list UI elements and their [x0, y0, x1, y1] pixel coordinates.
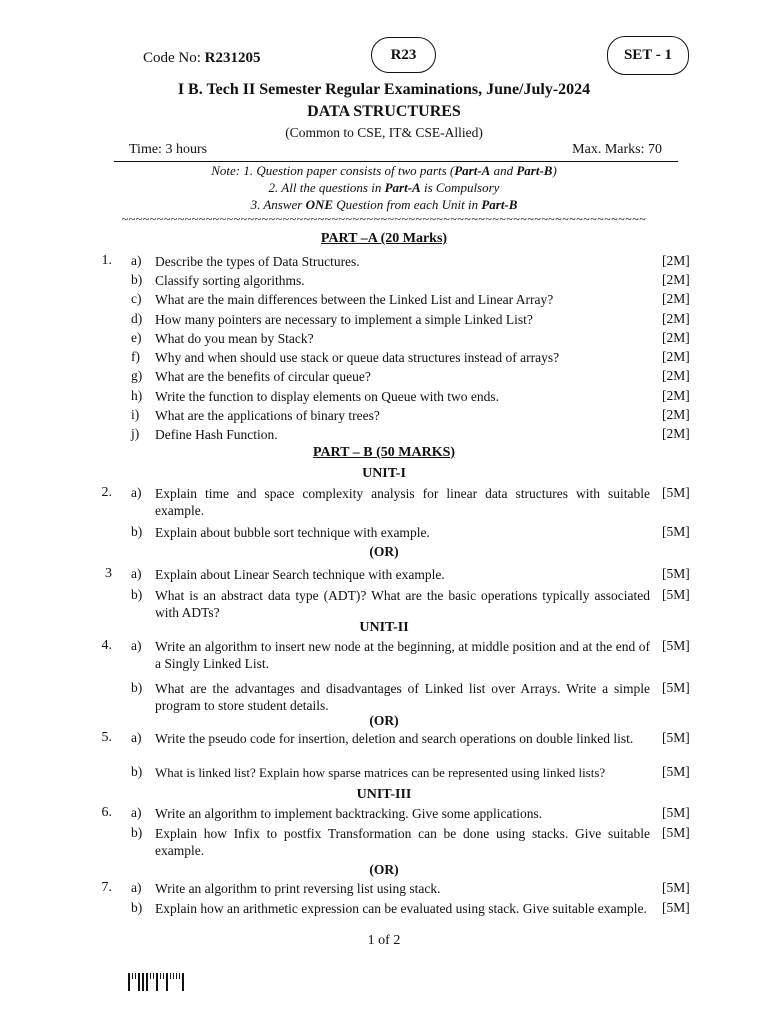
question-text: What do you mean by Stack? [155, 331, 314, 346]
question-marks: [5M] [662, 805, 690, 820]
question-number: 7. [101, 880, 112, 895]
or-separator: (OR) [369, 713, 399, 728]
note-line-3 [0, 197, 768, 213]
question-part-label: a) [131, 638, 142, 653]
max-marks: Max. Marks: 70 [572, 142, 662, 157]
question-part-label: b) [131, 272, 143, 287]
unit-3-heading: UNIT-III [356, 787, 412, 802]
time-allowed: Time: 3 hours [129, 142, 208, 157]
question-text: Explain how Infix to postfix Transformation can be done using stacks. Give suitable example. [155, 826, 650, 858]
question-marks: [2M] [662, 368, 690, 383]
exam-title: I B. Tech II Semester Regular Examinations, June/July-2024 [177, 81, 591, 98]
question-part-label: b) [131, 900, 143, 915]
or-separator: (OR) [369, 544, 399, 559]
code-value: R231205 [204, 50, 261, 66]
question-text: What are the applications of binary trees? [155, 408, 380, 423]
header-divider [114, 161, 678, 162]
question-text: Why and when should use stack or queue data structures instead of arrays? [155, 350, 560, 365]
question-marks: [5M] [662, 730, 690, 745]
barcode-image [128, 973, 184, 991]
note-emphasis: ONE [305, 197, 334, 212]
note-line-1 [0, 163, 768, 179]
question-part-label: a) [131, 805, 142, 820]
question-text: Explain time and space complexity analysis for linear data structures with suitable example. [155, 486, 650, 518]
note-text: ) [552, 163, 557, 178]
question-text: How many pointers are necessary to implement a simple Linked List? [155, 312, 533, 327]
part-b-heading: PART – B (50 MARKS) [312, 445, 456, 460]
question-part-label: e) [131, 330, 142, 345]
question-text: What are the benefits of circular queue? [155, 369, 371, 384]
question-text: Write an algorithm to implement backtracking. Give some applications. [155, 806, 543, 821]
part-a-heading: PART –A (20 Marks) [320, 231, 448, 246]
question-marks: [2M] [662, 253, 690, 268]
question-marks: [5M] [662, 880, 690, 895]
question-marks: [5M] [662, 900, 690, 915]
note-emphasis: Part-A [454, 163, 491, 178]
question-text: Define Hash Function. [155, 427, 278, 442]
question-marks: [2M] [662, 388, 690, 403]
question-text: Write the pseudo code for insertion, deletion and search operations on double linked list. [155, 731, 634, 746]
question-part-label: g) [131, 368, 143, 383]
question-marks: [5M] [662, 680, 690, 695]
note-text: is Compulsory [420, 180, 500, 195]
question-marks: [5M] [662, 485, 690, 500]
question-part-label: b) [131, 825, 143, 840]
subject-title: DATA STRUCTURES [307, 103, 461, 120]
tilde-divider: ~~~~~~~~~~~~~~~~~~~~~~~~~~~~~~~~~~~~~~~~~~~~~~~~~~~~~~~~~~~~~~~~~~~~~~~~~~~ [121, 212, 647, 226]
question-part-label: a) [131, 730, 142, 745]
note-text: 2. All the questions in [268, 180, 385, 195]
question-number: 3 [105, 566, 112, 581]
question-part-label: b) [131, 764, 143, 779]
question-number: 6. [101, 805, 112, 820]
question-marks: [2M] [662, 349, 690, 364]
question-text: What is linked list? Explain how sparse matrices can be represented using linked lists? [155, 765, 606, 780]
question-number: 2. [101, 485, 112, 500]
unit-1-heading: UNIT-I [362, 466, 406, 481]
note-text: and [490, 163, 517, 178]
question-marks: [5M] [662, 587, 690, 602]
question-marks: [2M] [662, 426, 690, 441]
question-part-label: b) [131, 587, 143, 602]
question-text: Write an algorithm to insert new node at the beginning, at middle position and at the end of a Singly Linked List. [155, 639, 650, 671]
question-marks: [5M] [662, 825, 690, 840]
question-marks: [2M] [662, 407, 690, 422]
question-marks: [5M] [662, 764, 690, 779]
question-text: Explain how an arithmetic expression can be evaluated using stack. Give suitable example. [155, 901, 647, 916]
question-part-label: j) [131, 426, 140, 441]
question-part-label: b) [131, 524, 143, 539]
note-emphasis: Part-B [516, 163, 553, 178]
unit-2-heading: UNIT-II [359, 620, 409, 635]
note-text: 3. Answer [250, 197, 306, 212]
question-number: 1. [101, 253, 112, 268]
or-separator: (OR) [369, 862, 399, 877]
question-part-label: i) [131, 407, 140, 422]
note-emphasis: Part-A [384, 180, 421, 195]
question-text: Explain about Linear Search technique with example. [155, 567, 445, 582]
question-text: Explain about bubble sort technique with example. [155, 525, 430, 540]
note-text: Question from each Unit in [333, 197, 482, 212]
code-number [143, 50, 261, 67]
page-number: 1 of 2 [367, 933, 401, 948]
question-marks: [5M] [662, 524, 690, 539]
question-part-label: a) [131, 566, 142, 581]
question-text: What is an abstract data type (ADT)? What are the basic operations typically associated with ADTs? [155, 588, 650, 620]
note-line-2 [0, 180, 768, 196]
question-marks: [2M] [662, 272, 690, 287]
note-text: Note: 1. Question paper consists of two parts ( [211, 163, 455, 178]
set-badge: SET - 1 [607, 36, 689, 75]
question-text: Write an algorithm to print reversing list using stack. [155, 881, 441, 896]
question-text: Classify sorting algorithms. [155, 273, 305, 288]
question-part-label: f) [131, 349, 140, 364]
question-marks: [5M] [662, 638, 690, 653]
regulation-badge: R23 [371, 37, 436, 73]
code-label: Code No: [143, 50, 201, 66]
common-to-line: (Common to CSE, IT& CSE-Allied) [285, 125, 483, 140]
question-marks: [5M] [662, 566, 690, 581]
question-part-label: d) [131, 311, 143, 326]
question-part-label: a) [131, 485, 142, 500]
question-text: What are the advantages and disadvantages of Linked list over Arrays. Write a simple program to store student details. [155, 681, 650, 713]
question-part-label: a) [131, 880, 142, 895]
question-part-label: h) [131, 388, 143, 403]
question-text: Write the function to display elements on Queue with two ends. [155, 389, 500, 404]
question-text: Describe the types of Data Structures. [155, 254, 360, 269]
question-part-label: b) [131, 680, 143, 695]
question-text: What are the main differences between the Linked List and Linear Array? [155, 292, 554, 307]
note-emphasis: Part-B [481, 197, 518, 212]
question-marks: [2M] [662, 311, 690, 326]
question-part-label: a) [131, 253, 142, 268]
question-number: 5. [101, 730, 112, 745]
question-number: 4. [101, 638, 112, 653]
question-part-label: c) [131, 291, 142, 306]
question-marks: [2M] [662, 291, 690, 306]
question-marks: [2M] [662, 330, 690, 345]
